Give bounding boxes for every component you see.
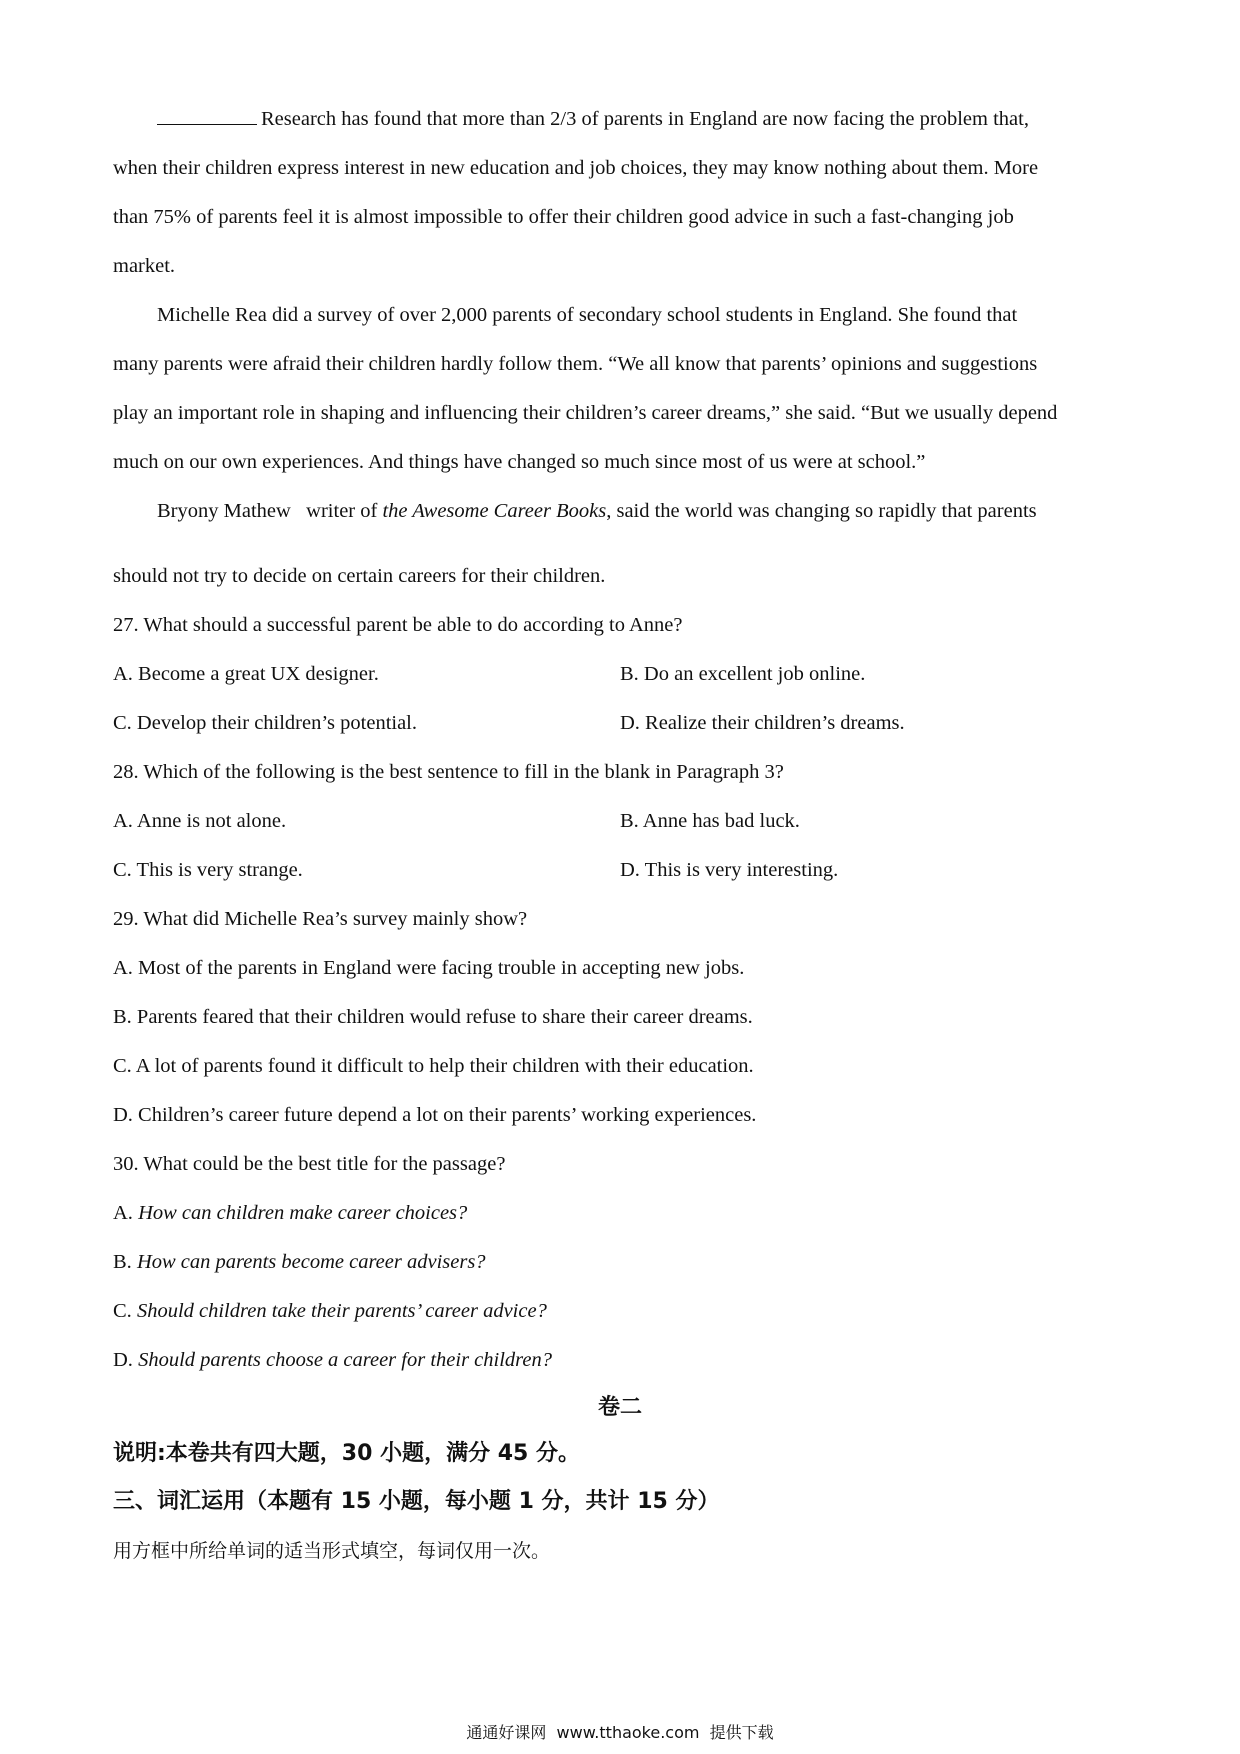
question-29-stem: 29. What did Michelle Rea’s survey mainly show? [113, 908, 528, 930]
question-28-stem: 28. Which of the following is the best sentence to fill in the blank in Paragraph 3? [113, 761, 784, 783]
paragraph-5-line-1 [157, 497, 1037, 525]
question-29-option-d: D. Children’s career future depend a lot on their parents’ working experiences. [113, 1104, 757, 1126]
part-3-instruction: 用方框中所给单词的适当形式填空，每词仅用一次。 [113, 1540, 551, 1562]
question-27-option-b: B. Do an excellent job online. [620, 663, 866, 685]
paragraph-4-line-3: play an important role in shaping and influencing their children’s career dreams,” she said. “But we usually depend [113, 402, 1058, 424]
option-text: Should parents choose a career for their children? [138, 1349, 552, 1371]
paragraph-4-line-2: many parents were afraid their children hardly follow them. “We all know that parents’ opinions and suggestions [113, 353, 1038, 375]
question-27-option-a: A. Become a great UX designer. [113, 663, 379, 685]
question-30-stem: 30. What could be the best title for the passage? [113, 1153, 506, 1175]
question-28-option-a: A. Anne is not alone. [113, 810, 287, 832]
paragraph-3-line-2: when their children express interest in new education and job choices, they may know nothing about them. More [113, 157, 1039, 179]
option-text: How can children make career choices? [138, 1202, 468, 1224]
question-27-option-d: D. Realize their children’s dreams. [620, 712, 905, 734]
question-27-stem: 27. What should a successful parent be able to do according to Anne? [113, 614, 683, 636]
option-letter: D. [113, 1349, 139, 1371]
option-letter: A. [113, 1202, 139, 1224]
paragraph-4-line-4: much on our own experiences. And things have changed so much since most of us were at school.” [113, 451, 926, 473]
question-29-option-a: A. Most of the parents in England were facing trouble in accepting new jobs. [113, 957, 745, 979]
paragraph-4-line-1: Michelle Rea did a survey of over 2,000 parents of secondary school students in England. She found that [157, 304, 1018, 326]
question-28-option-b: B. Anne has bad luck. [620, 810, 800, 832]
option-text: Should children take their parents’ career advice? [136, 1300, 547, 1322]
question-28-option-c: C. This is very strange. [113, 859, 303, 881]
section-title: 卷二 [597, 1395, 642, 1420]
part-3-heading: 三、词汇运用（本题有 15 小题，每小题 1 分，共计 15 分） [113, 1489, 720, 1514]
option-letter: B. [113, 1251, 137, 1273]
question-27-option-c: C. Develop their children’s potential. [113, 712, 418, 734]
question-28-option-d: D. This is very interesting. [620, 859, 839, 881]
question-29-option-c: C. A lot of parents found it difficult to help their children with their education. [113, 1055, 754, 1077]
paragraph-5-line-2: should not try to decide on certain careers for their children. [113, 565, 606, 587]
option-letter: C. [113, 1300, 137, 1322]
paragraph-3-line-3: than 75% of parents feel it is almost impossible to offer their children good advice in such a fast-changing job [113, 206, 1014, 228]
paragraph-5-text-a: Bryony Mathew writer of [157, 500, 383, 522]
page-footer: 通通好课网 www.tthaoke.com 提供下载 [466, 1723, 774, 1742]
question-30-option-d [113, 1346, 552, 1374]
question-29-option-b: B. Parents feared that their children would refuse to share their career dreams. [113, 1006, 753, 1028]
paragraph-3-line-1: Research has found that more than 2/3 of parents in England are now facing the problem that, [157, 105, 1029, 133]
paragraph-3-line-4: market. [113, 255, 176, 277]
book-title: the Awesome Career Books [382, 500, 607, 522]
answer-blank [157, 106, 257, 125]
section-note: 说明:本卷共有四大题，30 小题，满分 45 分。 [113, 1441, 581, 1466]
question-30-option-c [113, 1297, 547, 1325]
question-30-option-b [113, 1248, 486, 1276]
paragraph-5-text-b: , said the world was changing so rapidly that parents [606, 500, 1037, 522]
option-text: How can parents become career advisers? [136, 1251, 486, 1273]
question-30-option-a [113, 1199, 467, 1227]
